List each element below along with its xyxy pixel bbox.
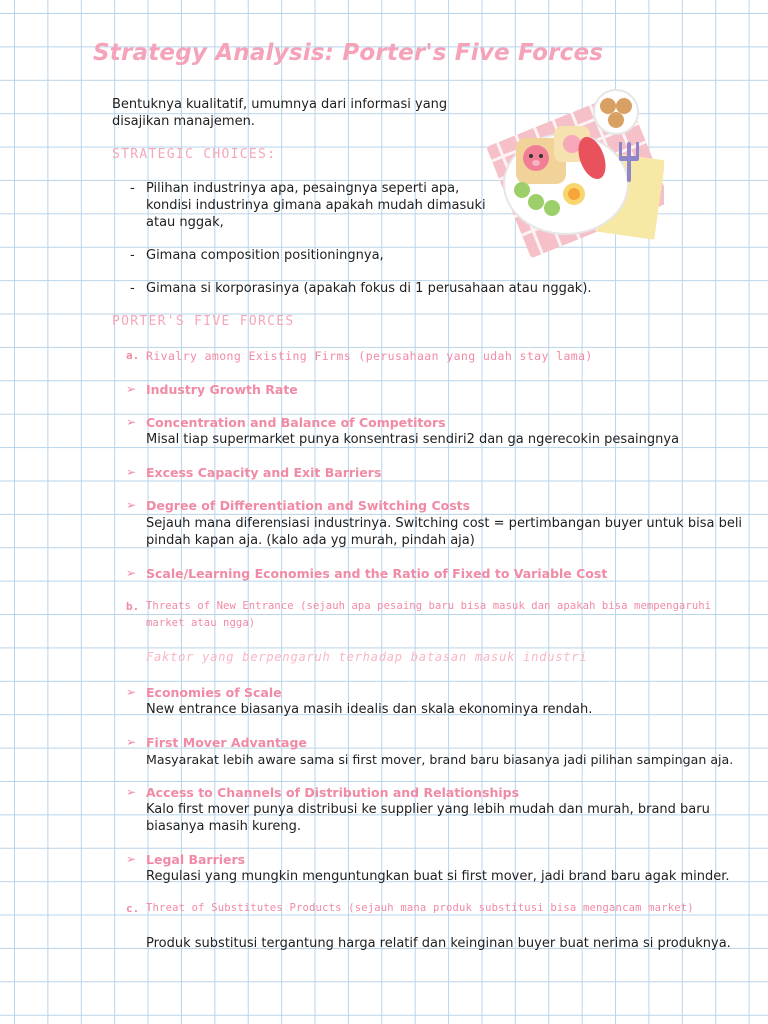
- food-plate-sticker-icon: [484, 86, 664, 258]
- strategic-choices-heading: STRATEGIC CHOICES:: [112, 147, 277, 162]
- choice-1-line-1: Pilihan industrinya apa, pesaingnya seperti apa,: [146, 181, 460, 196]
- choice-1-line-2: kondisi industrinya gimana apakah mudah dimasuki: [146, 198, 486, 213]
- item-head: First Mover Advantage: [146, 735, 307, 750]
- section-c-label: Threat of Substitutes Products (sejauh mana produk substitusi bisa mengancam market): [146, 902, 694, 914]
- arrow-bullet-icon: ➢: [126, 566, 137, 580]
- item-head: Access to Channels of Distribution and Relationships: [146, 785, 520, 800]
- section-b-label-2: market atau ngga): [146, 617, 256, 629]
- page-title: Strategy Analysis: Porter's Five Forces: [93, 40, 604, 66]
- item-text: Kalo first mover punya distribusi ke supplier yang lebih mudah dan murah, brand baru: [146, 802, 710, 817]
- dash-bullet: -: [130, 248, 135, 263]
- item-head: Concentration and Balance of Competitors: [146, 415, 446, 430]
- arrow-bullet-icon: ➢: [126, 852, 137, 866]
- item-text: Misal tiap supermarket punya konsentrasi sendiri2 dan ga ngerecokin pesaingnya: [146, 432, 680, 447]
- item-text: New entrance biasanya masih idealis dan skala ekonominya rendah.: [146, 702, 593, 717]
- intro-line-2: disajikan manajemen.: [112, 114, 255, 129]
- item-head: Excess Capacity and Exit Barriers: [146, 465, 382, 480]
- dash-bullet: -: [130, 181, 135, 196]
- section-c-marker: c.: [126, 902, 140, 915]
- arrow-bullet-icon: ➢: [126, 785, 137, 799]
- choice-2: Gimana composition positioningnya,: [146, 248, 384, 263]
- faktor-note: Faktor yang berpengaruh terhadap batasan masuk industri: [146, 650, 588, 664]
- item-text: Regulasi yang mungkin menguntungkan buat si first mover, jadi brand baru agak minder.: [146, 869, 730, 884]
- arrow-bullet-icon: ➢: [126, 498, 137, 512]
- choice-1-line-3: atau nggak,: [146, 215, 224, 230]
- porters-heading: PORTER'S FIVE FORCES: [112, 314, 295, 329]
- section-b-label-1: Threats of New Entrance (sejauh apa pesaing baru bisa masuk dan apakah bisa mempengaruhi: [146, 600, 712, 612]
- item-head: Degree of Differentiation and Switching Costs: [146, 498, 471, 513]
- arrow-bullet-icon: ➢: [126, 735, 137, 749]
- item-head: Industry Growth Rate: [146, 382, 298, 397]
- item-text: Masyarakat lebih aware sama si first mover, brand baru biasanya jadi pilihan sampingan aja.: [146, 752, 734, 767]
- choice-3: Gimana si korporasinya (apakah fokus di 1 perusahaan atau nggak).: [146, 281, 592, 296]
- arrow-bullet-icon: ➢: [126, 415, 137, 429]
- item-text: biasanya masih kureng.: [146, 819, 302, 834]
- item-text: Sejauh mana diferensiasi industrinya. Switching cost = pertimbangan buyer untuk bisa beli: [146, 516, 743, 531]
- item-text: pindah kapan aja. (kalo ada yg murah, pindah aja): [146, 533, 475, 548]
- arrow-bullet-icon: ➢: [126, 685, 137, 699]
- item-head: Scale/Learning Economies and the Ratio of Fixed to Variable Cost: [146, 566, 608, 581]
- section-a-label: Rivalry among Existing Firms (perusahaan yang udah stay lama): [146, 349, 593, 363]
- intro-line-1: Bentuknya kualitatif, umumnya dari informasi yang: [112, 97, 448, 112]
- arrow-bullet-icon: ➢: [126, 382, 137, 396]
- arrow-bullet-icon: ➢: [126, 465, 137, 479]
- section-c-text: Produk substitusi tergantung harga relatif dan keinginan buyer buat nerima si produknya.: [146, 936, 731, 951]
- item-head: Economies of Scale: [146, 685, 282, 700]
- item-head: Legal Barriers: [146, 852, 246, 867]
- section-a-marker: a.: [126, 349, 140, 362]
- dash-bullet: -: [130, 281, 135, 296]
- section-b-marker: b.: [126, 600, 140, 613]
